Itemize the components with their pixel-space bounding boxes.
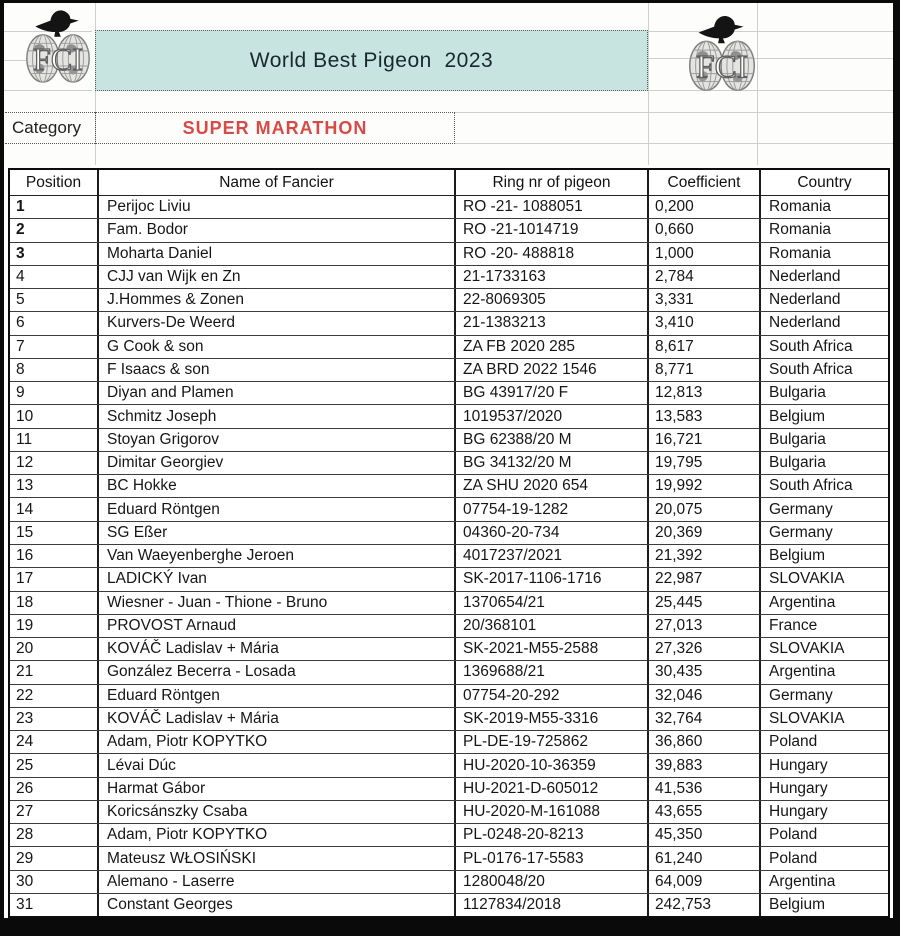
cell-coef: 3,331	[647, 289, 759, 311]
cell-country: Bulgaria	[759, 382, 888, 404]
cell-country: Poland	[759, 847, 888, 869]
cell-pos: 12	[16, 454, 34, 472]
fci-monogram: FCI	[33, 40, 83, 77]
table-row	[10, 218, 888, 241]
cell-country: Romania	[759, 219, 888, 241]
pigeon-silhouette	[35, 10, 78, 36]
cell-name: Moharta Daniel	[97, 243, 454, 265]
gridline	[648, 90, 893, 91]
table-row	[10, 404, 888, 427]
cell-coef: 2,784	[647, 266, 759, 288]
cell-country: Belgium	[759, 894, 888, 916]
cell-coef: 27,326	[647, 638, 759, 660]
table-row	[10, 591, 888, 614]
cell-name: Harmat Gábor	[97, 778, 454, 800]
cell-pos: 1	[16, 198, 25, 216]
cell-country: Romania	[759, 196, 888, 218]
cell-name: BC Hokke	[97, 475, 454, 497]
pigeon-silhouette	[699, 16, 744, 43]
cell-pos: 11	[16, 430, 33, 448]
cell-pos: 9	[16, 384, 25, 402]
category-row	[5, 112, 455, 144]
cell-coef: 0,660	[647, 219, 759, 241]
cell-coef: 13,583	[647, 405, 759, 427]
cell-ring: 22-8069305	[454, 289, 647, 311]
cell-ring: ZA BRD 2022 1546	[454, 359, 647, 381]
table-row	[10, 288, 888, 311]
cell-coef: 32,764	[647, 708, 759, 730]
cell-ring: 1127834/2018	[454, 894, 647, 916]
cell-country: South Africa	[759, 359, 888, 381]
cell-name: LADICKÝ Ivan	[97, 568, 454, 590]
table-row	[10, 660, 888, 683]
cell-pos: 7	[16, 337, 25, 355]
cell-ring: 04360-20-734	[454, 522, 647, 544]
cell-pos: 4	[16, 267, 25, 285]
table-row	[10, 358, 888, 381]
cell-pos: 23	[16, 709, 34, 727]
cell-coef: 19,992	[647, 475, 759, 497]
header-name: Name of Fancier	[97, 170, 454, 195]
cell-name: Adam, Piotr KOPYTKO	[97, 824, 454, 846]
cell-country: France	[759, 615, 888, 637]
page-title: World Best Pigeon 2023	[249, 48, 494, 72]
cell-country: Hungary	[759, 801, 888, 823]
cell-pos: 25	[16, 756, 34, 774]
cell-coef: 43,655	[647, 801, 759, 823]
cell-country: SLOVAKIA	[759, 568, 888, 590]
cell-ring: 4017237/2021	[454, 545, 647, 567]
cell-name: Van Waeyenberghe Jeroen	[97, 545, 454, 567]
cell-pos: 31	[16, 896, 34, 914]
cell-ring: SK-2021-M55-2588	[454, 638, 647, 660]
cell-coef: 21,392	[647, 545, 759, 567]
cell-pos: 28	[16, 826, 34, 844]
cell-name: F Isaacs & son	[97, 359, 454, 381]
cell-name: Wiesner - Juan - Thione - Bruno	[97, 592, 454, 614]
cell-pos: 18	[16, 593, 34, 611]
cell-ring: 1019537/2020	[454, 405, 647, 427]
category-value: SUPER MARATHON	[95, 112, 455, 144]
cell-ring: PL-0248-20-8213	[454, 824, 647, 846]
cell-country: Nederland	[759, 289, 888, 311]
cell-ring: 20/368101	[454, 615, 647, 637]
table-row	[10, 196, 888, 218]
cell-ring: BG 43917/20 F	[454, 382, 647, 404]
cell-ring: ZA SHU 2020 654	[454, 475, 647, 497]
table-row	[10, 544, 888, 567]
cell-ring: HU-2020-10-36359	[454, 754, 647, 776]
cell-ring: RO -21-1014719	[454, 219, 647, 241]
cell-pos: 20	[16, 640, 34, 658]
cell-coef: 1,000	[647, 243, 759, 265]
cell-pos: 15	[16, 523, 34, 541]
title-banner	[95, 30, 648, 91]
cell-country: South Africa	[759, 336, 888, 358]
table-row	[10, 614, 888, 637]
cell-coef: 8,617	[647, 336, 759, 358]
cell-country: Bulgaria	[759, 452, 888, 474]
table-row	[10, 474, 888, 497]
header-ring: Ring nr of pigeon	[454, 170, 647, 195]
cell-country: Germany	[759, 498, 888, 520]
cell-ring: 07754-20-292	[454, 685, 647, 707]
cell-name: PROVOST Arnaud	[97, 615, 454, 637]
cell-pos: 5	[16, 291, 25, 309]
cell-name: J.Hommes & Zonen	[97, 289, 454, 311]
cell-name: SG Eßer	[97, 522, 454, 544]
table-row	[10, 637, 888, 660]
cell-country: Hungary	[759, 754, 888, 776]
cell-name: Eduard Röntgen	[97, 685, 454, 707]
table-row	[10, 893, 888, 916]
cell-country: Argentina	[759, 661, 888, 683]
table-row	[10, 707, 888, 730]
cell-ring: 1369688/21	[454, 661, 647, 683]
fci-logo-icon	[686, 11, 758, 101]
cell-coef: 64,009	[647, 871, 759, 893]
cell-coef: 27,013	[647, 615, 759, 637]
cell-coef: 8,771	[647, 359, 759, 381]
table-row	[10, 870, 888, 893]
cell-coef: 12,813	[647, 382, 759, 404]
cell-ring: ZA FB 2020 285	[454, 336, 647, 358]
ranking-table	[8, 168, 890, 918]
cell-name: Schmitz Joseph	[97, 405, 454, 427]
table-row	[10, 497, 888, 520]
cell-coef: 19,795	[647, 452, 759, 474]
table-row	[10, 823, 888, 846]
gridline	[648, 58, 893, 59]
cell-ring: HU-2020-M-161088	[454, 801, 647, 823]
cell-name: Stoyan Grigorov	[97, 429, 454, 451]
cell-name: Adam, Piotr KOPYTKO	[97, 731, 454, 753]
cell-coef: 39,883	[647, 754, 759, 776]
cell-country: Romania	[759, 243, 888, 265]
table-header-row	[10, 170, 888, 196]
cell-name: Constant Georges	[97, 894, 454, 916]
cell-coef: 20,369	[647, 522, 759, 544]
cell-name: Koricsánszky Csaba	[97, 801, 454, 823]
table-row	[10, 242, 888, 265]
category-label: Category	[5, 112, 95, 144]
table-row	[10, 428, 888, 451]
cell-country: SLOVAKIA	[759, 708, 888, 730]
cell-name: González Becerra - Losada	[97, 661, 454, 683]
cell-pos: 17	[16, 570, 34, 588]
cell-ring: 1280048/20	[454, 871, 647, 893]
cell-coef: 242,753	[647, 894, 759, 916]
table-row	[10, 800, 888, 823]
cell-pos: 6	[16, 314, 25, 332]
cell-pos: 8	[16, 360, 25, 378]
cell-ring: BG 62388/20 M	[454, 429, 647, 451]
cell-country: Argentina	[759, 592, 888, 614]
cell-country: Argentina	[759, 871, 888, 893]
cell-country: Nederland	[759, 312, 888, 334]
cell-ring: PL-DE-19-725862	[454, 731, 647, 753]
table-row	[10, 846, 888, 869]
cell-country: South Africa	[759, 475, 888, 497]
table-body	[10, 196, 888, 916]
cell-pos: 21	[16, 663, 34, 681]
cell-coef: 41,536	[647, 778, 759, 800]
table-row	[10, 265, 888, 288]
table-row	[10, 567, 888, 590]
fci-logo-icon	[24, 5, 92, 93]
scanned-ranking-sheet	[4, 3, 893, 918]
header-coefficient: Coefficient	[647, 170, 759, 195]
cell-ring: BG 34132/20 M	[454, 452, 647, 474]
table-row	[10, 451, 888, 474]
cell-name: Dimitar Georgiev	[97, 452, 454, 474]
table-row	[10, 381, 888, 404]
header-country: Country	[759, 170, 888, 195]
table-row	[10, 335, 888, 358]
cell-coef: 20,075	[647, 498, 759, 520]
cell-name: G Cook & son	[97, 336, 454, 358]
cell-country: Nederland	[759, 266, 888, 288]
cell-pos: 30	[16, 872, 34, 890]
gridline	[4, 60, 26, 61]
cell-pos: 2	[16, 221, 25, 239]
cell-name: Mateusz WŁOSIŃSKI	[97, 847, 454, 869]
cell-coef: 36,860	[647, 731, 759, 753]
cell-pos: 3	[16, 244, 25, 262]
cell-country: Poland	[759, 824, 888, 846]
cell-ring: RO -21- 1088051	[454, 196, 647, 218]
cell-country: Belgium	[759, 405, 888, 427]
cell-name: Diyan and Plamen	[97, 382, 454, 404]
cell-name: Eduard Röntgen	[97, 498, 454, 520]
cell-coef: 22,987	[647, 568, 759, 590]
table-row	[10, 777, 888, 800]
cell-pos: 19	[16, 616, 34, 634]
header-position: Position	[25, 173, 82, 191]
gridline	[648, 3, 649, 165]
cell-name: KOVÁČ Ladislav + Mária	[97, 638, 454, 660]
table-row	[10, 311, 888, 334]
table-row	[10, 521, 888, 544]
cell-coef: 61,240	[647, 847, 759, 869]
cell-ring: 21-1733163	[454, 266, 647, 288]
cell-country: SLOVAKIA	[759, 638, 888, 660]
cell-ring: SK-2019-M55-3316	[454, 708, 647, 730]
cell-ring: HU-2021-D-605012	[454, 778, 647, 800]
table-row	[10, 684, 888, 707]
cell-coef: 32,046	[647, 685, 759, 707]
cell-pos: 14	[16, 500, 34, 518]
cell-ring: SK-2017-1106-1716	[454, 568, 647, 590]
cell-ring: PL-0176-17-5583	[454, 847, 647, 869]
table-row	[10, 753, 888, 776]
cell-name: Fam. Bodor	[97, 219, 454, 241]
cell-ring: 07754-19-1282	[454, 498, 647, 520]
cell-name: Alemano - Laserre	[97, 871, 454, 893]
cell-ring: RO -20- 488818	[454, 243, 647, 265]
cell-country: Hungary	[759, 778, 888, 800]
cell-country: Germany	[759, 685, 888, 707]
cell-pos: 24	[16, 733, 34, 751]
cell-country: Bulgaria	[759, 429, 888, 451]
cell-pos: 16	[16, 547, 34, 565]
cell-name: CJJ van Wijk en Zn	[97, 266, 454, 288]
cell-country: Poland	[759, 731, 888, 753]
table-row	[10, 730, 888, 753]
cell-coef: 0,200	[647, 196, 759, 218]
cell-pos: 13	[16, 477, 34, 495]
gridline	[648, 31, 893, 32]
gridline	[455, 143, 893, 144]
cell-pos: 26	[16, 779, 34, 797]
cell-coef: 25,445	[647, 592, 759, 614]
cell-pos: 10	[16, 407, 34, 425]
cell-name: Lévai Dúc	[97, 754, 454, 776]
cell-coef: 30,435	[647, 661, 759, 683]
gridline	[455, 112, 893, 113]
cell-country: Germany	[759, 522, 888, 544]
cell-pos: 22	[16, 686, 34, 704]
cell-country: Belgium	[759, 545, 888, 567]
cell-pos: 27	[16, 803, 34, 821]
cell-pos: 29	[16, 849, 34, 867]
cell-name: Kurvers-De Weerd	[97, 312, 454, 334]
cell-name: Perijoc Liviu	[97, 196, 454, 218]
cell-coef: 16,721	[647, 429, 759, 451]
cell-ring: 21-1383213	[454, 312, 647, 334]
cell-coef: 45,350	[647, 824, 759, 846]
cell-ring: 1370654/21	[454, 592, 647, 614]
fci-monogram: FCI	[696, 48, 748, 86]
cell-coef: 3,410	[647, 312, 759, 334]
cell-name: KOVÁČ Ladislav + Mária	[97, 708, 454, 730]
